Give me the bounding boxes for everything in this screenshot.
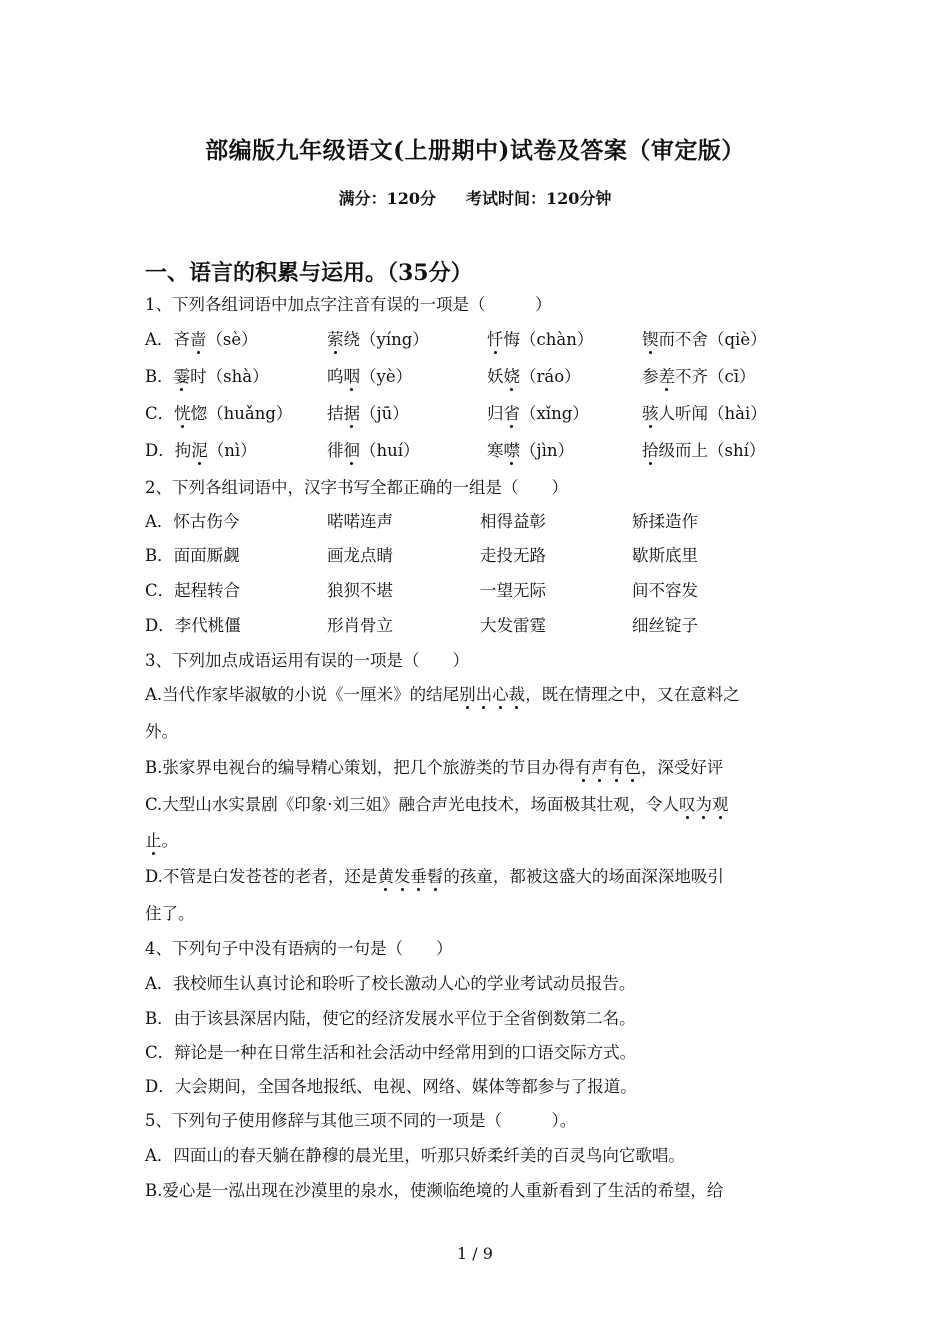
q2-term: 矫揉造作 — [632, 512, 698, 531]
option-label: D． — [145, 441, 175, 460]
question-4-option-c: C．辩论是一种在日常生活和社会活动中经常用到的口语交际方式。 — [145, 1043, 637, 1062]
exam-time: 考试时间：120分钟 — [466, 189, 612, 208]
question-4-option-d: D．大会期间，全国各地报纸、电视、网络、媒体等都参与了报道。 — [145, 1077, 637, 1096]
question-3-option-d-cont: 住了。 — [145, 904, 195, 923]
q2-term: D．李代桃僵 — [145, 616, 241, 635]
page-number: 1 / 9 — [457, 1244, 493, 1263]
question-1-stem: 1、下列各组词语中加点字注音有误的一项是（ ） — [145, 295, 552, 314]
q1-term: D．拘泥（nì） — [145, 441, 257, 460]
question-3-option-c: C.大型山水实景剧《印象·刘三姐》融合声光电技术，场面极其壮观，令人叹为观 — [145, 795, 729, 814]
q1-term: C．恍惚（huǎng） — [145, 404, 293, 423]
option-label: C． — [145, 404, 175, 423]
full-score: 满分：120分 — [338, 189, 436, 208]
q2-term: 狼狈不堪 — [327, 581, 393, 600]
q2-term: C．起程转合 — [145, 581, 241, 600]
question-5-option-b: B.爱心是一泓出现在沙漠里的泉水，使濒临绝境的人重新看到了生活的希望，给 — [145, 1181, 724, 1200]
option-label: B． — [145, 367, 174, 386]
q1-term: 骇人听闻（hài） — [642, 404, 767, 423]
q2-term: 一望无际 — [480, 581, 546, 600]
question-4-option-b: B．由于该县深居内陆，使它的经济发展水平位于全省倒数第二名。 — [145, 1009, 636, 1028]
q2-term: 喏喏连声 — [327, 512, 393, 531]
q2-term: A．怀古伤今 — [145, 512, 240, 531]
q2-term: 画龙点睛 — [327, 546, 393, 565]
q2-term: 间不容发 — [632, 581, 698, 600]
q2-term: 相得益彰 — [480, 512, 546, 531]
question-4-option-a: A．我校师生认真讨论和聆听了校长激动人心的学业考试动员报告。 — [145, 974, 636, 993]
question-5-option-a: A．四面山的春天躺在静穆的晨光里，听那只娇柔纤美的百灵鸟向它歌唱。 — [145, 1146, 685, 1165]
q2-term: 大发雷霆 — [480, 616, 546, 635]
question-2-stem: 2、下列各组词语中，汉字书写全都正确的一组是（ ） — [145, 478, 568, 497]
question-3-option-b: B.张家界电视台的编导精心策划，把几个旅游类的节目办得有声有色，深受好评 — [145, 758, 724, 777]
q1-term: 徘徊（huí） — [327, 441, 420, 460]
exam-info — [0, 186, 950, 209]
q1-term: 忏悔（chàn） — [487, 330, 594, 349]
question-3-option-c-cont: 止。 — [145, 831, 178, 850]
question-3-option-a: A.当代作家毕淑敏的小说《一厘米》的结尾别出心裁，既在情理之中，又在意料之 — [145, 685, 740, 704]
section-heading: 一、语言的积累与运用。（35分） — [145, 260, 473, 286]
q1-term: 参差不齐（cī） — [642, 367, 756, 386]
question-3-option-a-cont: 外。 — [145, 722, 178, 741]
question-3-stem: 3、下列加点成语运用有误的一项是（ ） — [145, 651, 469, 670]
q1-term: B．霎时（shà） — [145, 367, 269, 386]
q1-term: 萦绕（yíng） — [327, 330, 429, 349]
q1-term: A．吝啬（sè） — [145, 330, 258, 349]
q1-term: 拾级而上（shí） — [642, 441, 766, 460]
question-5-stem: 5、下列句子使用修辞与其他三项不同的一项是（ ）。 — [145, 1111, 577, 1130]
question-4-stem: 4、下列句子中没有语病的一句是（ ） — [145, 939, 453, 958]
q2-term: B．面面厮觑 — [145, 546, 240, 565]
q1-term: 呜咽（yè） — [327, 367, 413, 386]
q1-term: 寒噤（jìn） — [487, 441, 575, 460]
document-title: 部编版九年级语文(上册期中)试卷及答案（审定版） — [205, 137, 745, 164]
q2-term: 歇斯底里 — [632, 546, 698, 565]
option-label: A． — [145, 330, 174, 349]
q1-term: 锲而不舍（qiè） — [642, 330, 767, 349]
q1-term: 拮据（jū） — [327, 404, 409, 423]
q1-term: 妖娆（ráo） — [487, 367, 581, 386]
q1-term: 归省（xǐng） — [487, 404, 589, 423]
question-3-option-d: D.不管是白发苍苍的老者，还是黄发垂髫的孩童，都被这盛大的场面深深地吸引 — [145, 867, 724, 886]
q2-term: 形肖骨立 — [327, 616, 393, 635]
q2-term: 细丝锭子 — [632, 616, 698, 635]
q2-term: 走投无路 — [480, 546, 546, 565]
